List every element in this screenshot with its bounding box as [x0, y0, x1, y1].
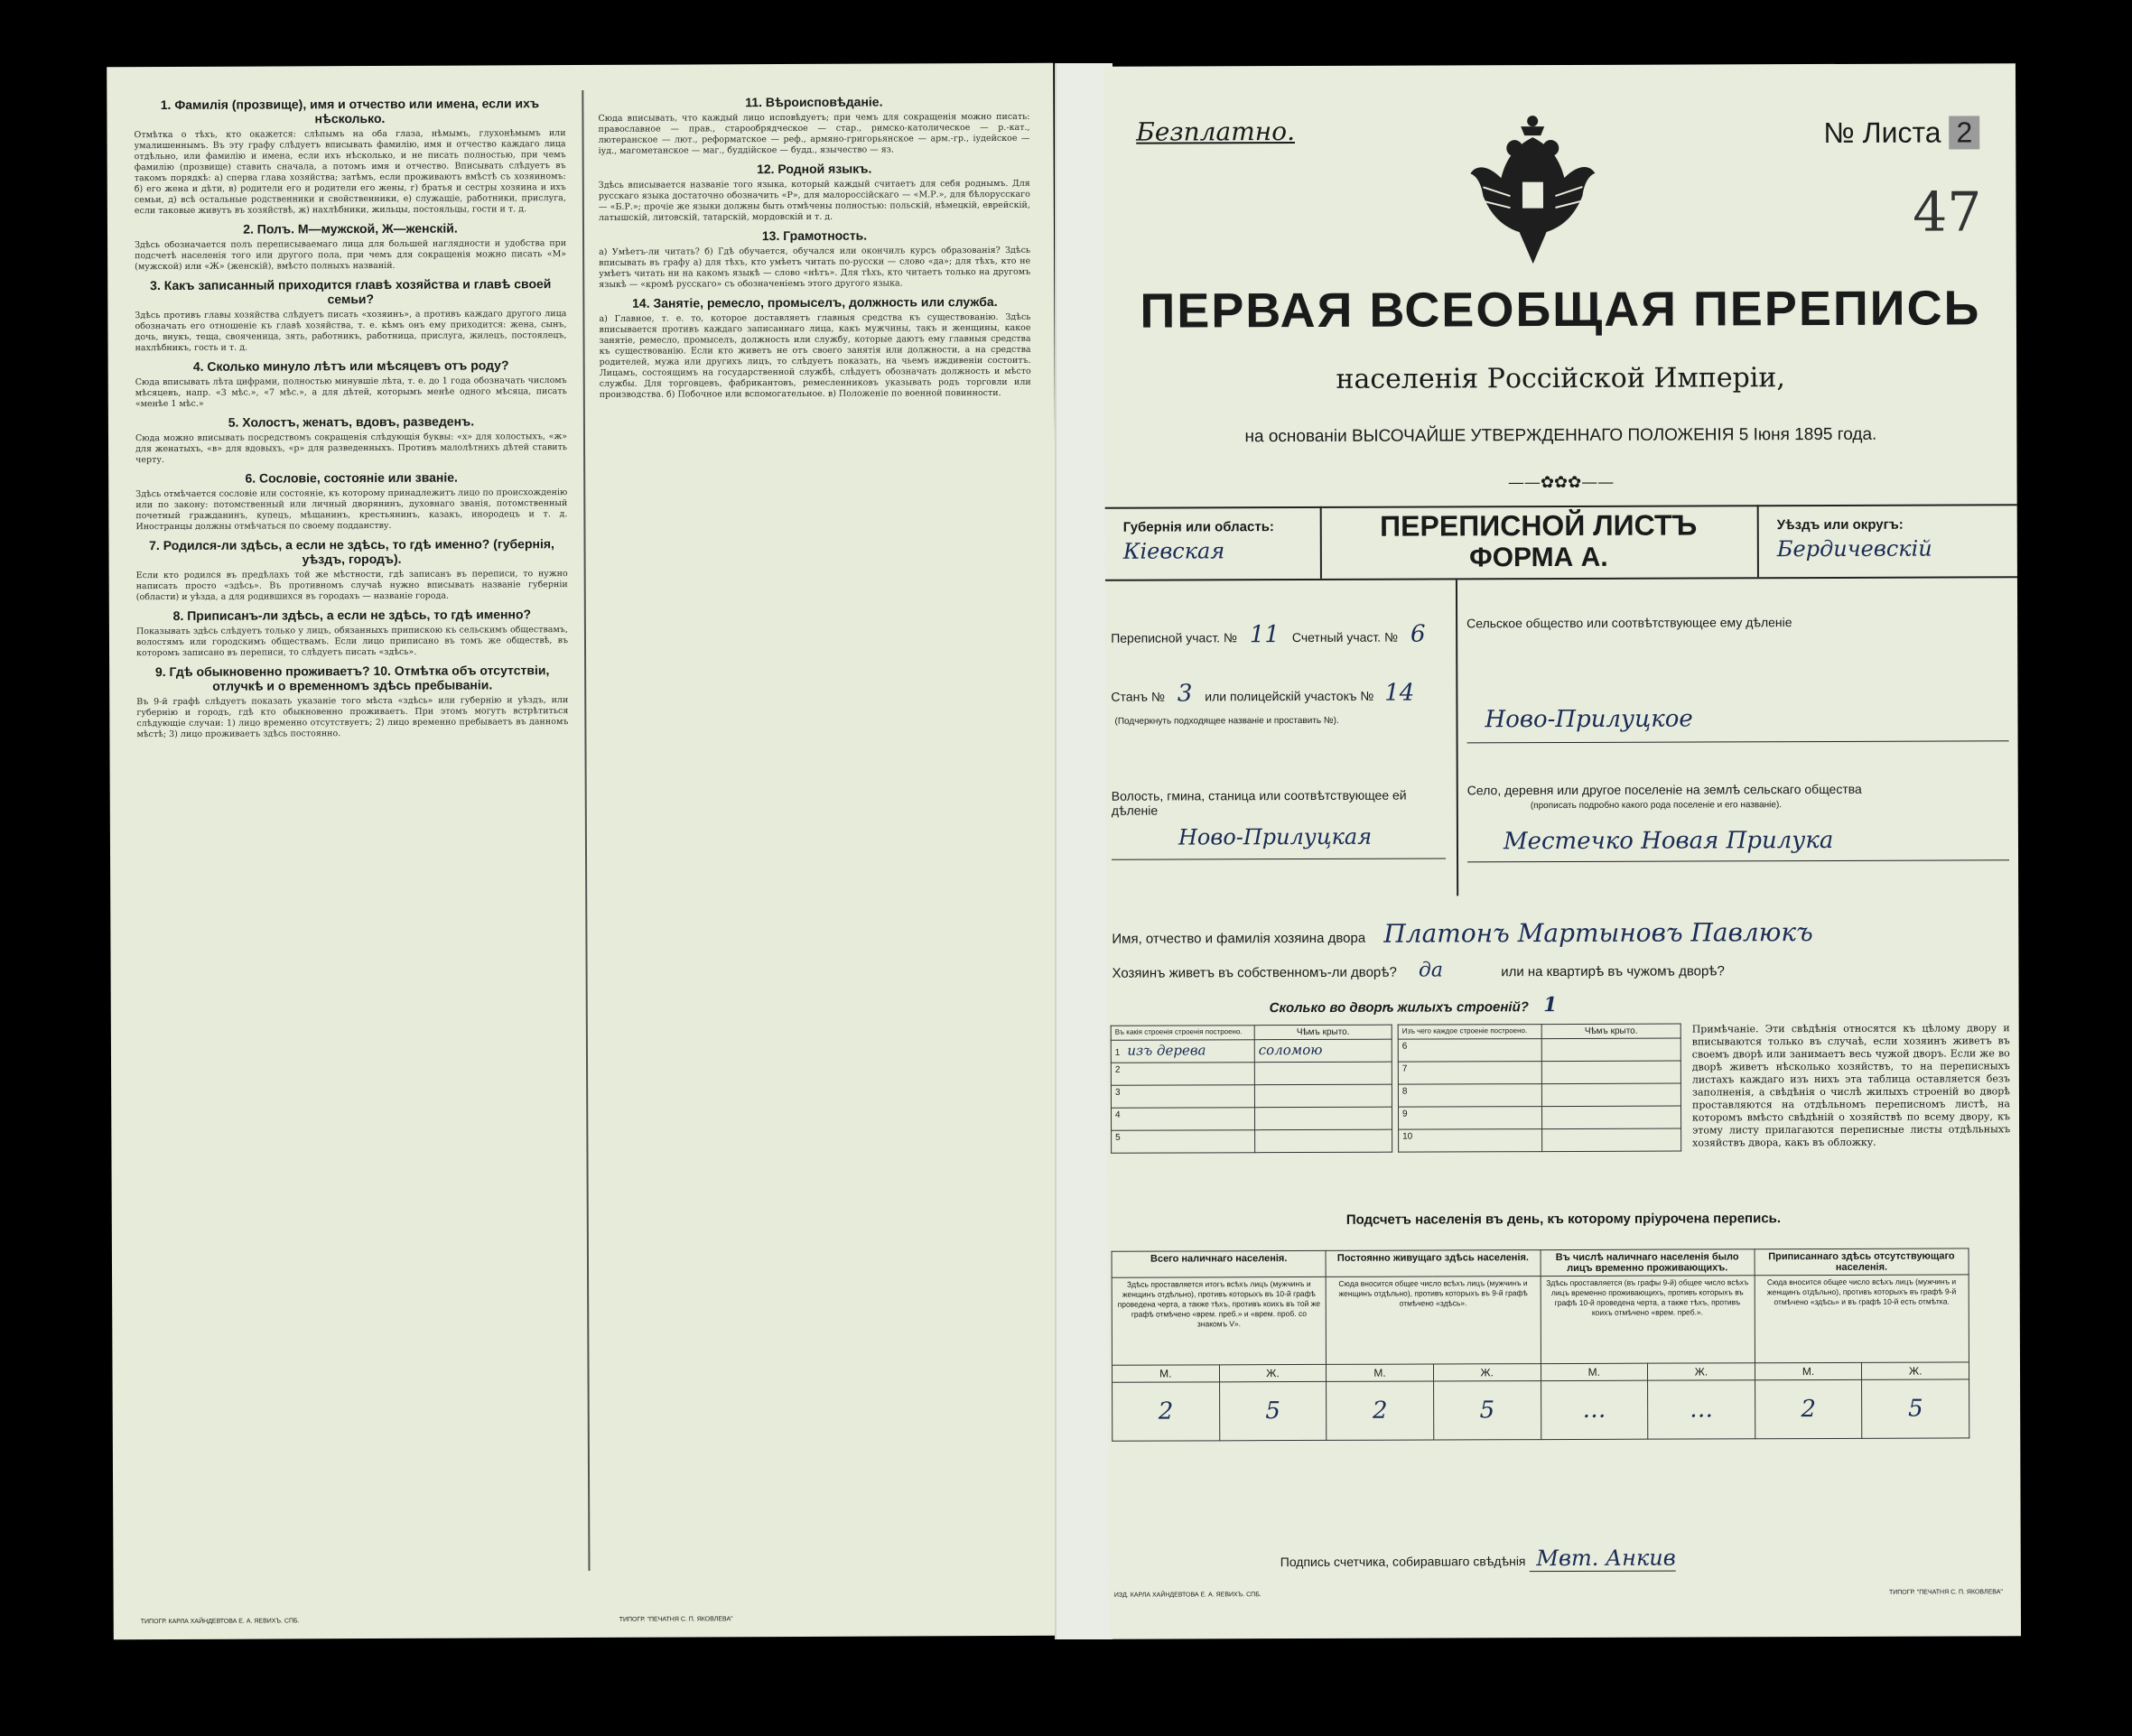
count-value: 2: [1327, 1381, 1434, 1440]
instruction-text: а) Главное, т. е. то, которое доставляетъ главныя средства къ существованію. Здѣсь вписывается противъ каждаго записаннаго лица, какъ мужчины, такъ и женщины, какое занятіе, ремесло, промыселъ, должность или службу, которые даютъ ему главныя средства къ существованію. Если кто живетъ не отъ своего занятія или должности, а на средства родителей, мужа или другихъ лицъ, то слѣдуетъ показать, на чьемъ иждивеніи состоитъ. Лицамъ, состоящимъ на государственной службѣ, слѣдуетъ обозначать должность и мѣсто службы. Для торговцевъ, фабрикантовъ, ремесленниковъ указывать родъ торговли или производства. б) Побочное или вспомогательное. в) Положеніе по военной повинности.: [599, 311, 1031, 400]
own-house-label: Хозяинъ живетъ въ собственномъ-ли дворѣ?: [1112, 964, 1397, 981]
province-value: Кіевская: [1122, 538, 1225, 564]
census-district-row: [1111, 620, 1434, 648]
count-value: 2: [1755, 1379, 1862, 1438]
signature-label: Подпись счетчика, собиравшаго свѣдѣнія: [1280, 1554, 1526, 1570]
building-material-cell: [1398, 1039, 1541, 1063]
building-material-value: изъ дерева: [1127, 1042, 1206, 1059]
building-row: [1111, 1107, 1392, 1130]
owner-label: Имя, отчество и фамилія хозяина двора: [1112, 930, 1366, 947]
province-label: Губернія или область:: [1122, 519, 1274, 535]
instructions-column-2: [582, 88, 1036, 1571]
printer-footer-right: ТИПОГР. "ПЕЧАТНЯ С. П. ЯКОВЛЕВА": [619, 1616, 733, 1623]
instruction-heading: 1. Фамилія (прозвище), имя и отчество или имена, если ихъ нѣсколько.: [160, 96, 540, 126]
building-roof-cell: [1255, 1129, 1392, 1153]
count-column-note: Сюда вносится общее число всѣхъ лицъ (мужчинъ и женщинъ отдѣльно), противъ которыхъ въ 9-й графѣ отмѣчено «здѣсь».: [1326, 1276, 1541, 1365]
own-house-value: да: [1418, 959, 1444, 982]
instruction-text: Сюда вписывать лѣта цифрами, полностью минувшіе лѣта, т. е. до 1 года обозначать числомъ мѣсяцевъ, напр. «3 мѣс.», «7 мѣс.», а для дѣтей, которымъ менѣе одного мѣсяца, писать «менѣе 1 мѣс.»: [135, 376, 567, 410]
instruction-heading: 5. Холостъ, женатъ, вдовъ, разведенъ.: [228, 413, 475, 430]
building-roof-cell: [1541, 1106, 1680, 1129]
district-label: Уѣздъ или округъ:: [1776, 516, 1904, 534]
stan-label: Станъ №: [1111, 689, 1165, 704]
census-basis: на основаніи ВЫСОЧАЙШЕ УТВЕРЖДЕННАГО ПОЛОЖЕНІЯ 5 Іюня 1895 года.: [1244, 424, 1877, 447]
instruction-text: Сюда можно вписывать посредствомъ сокращенія слѣдующія буквы: «х» для холостыхъ, «ж» для женатыхъ, «в» для вдовыхъ, «р» для разведенныхъ. Противъ малолѣтнихъ дѣтей ставить черту.: [135, 432, 568, 466]
instruction-text: Показывать здѣсь слѣдуетъ только у лицъ, обязанныхъ припискою къ сельскимъ обществамъ, волостямъ или городскимъ обществамъ. Если лицо приписано въ томъ же обществѣ, въ которомъ записано въ переписи, то слѣдуетъ писать «здѣсь».: [135, 625, 569, 659]
instruction-heading: 7. Родился-ли здѣсь, а если не здѣсь, то гдѣ именно? (губернія, уѣздъ, городъ).: [149, 536, 554, 567]
instruction-text: Сюда вписывать, что каждый лицо исповѣдуетъ; при чемъ для сокращенія можно писать: православное — прав., старообрядческое — стар., римско-католическое — р.-кат., лютеранское — лют., реформатское — реф., армяно-григорьянское — арм.-гр., іудейское — іуд., магометанское — маг., буддійское — будд., язычество — яз.: [598, 111, 1030, 156]
instruction-heading: 11. Вѣроисповѣданіе.: [745, 94, 883, 110]
instruction-text: Въ 9-й графѣ слѣдуетъ показать указаніе того мѣста «здѣсь» или губернію и уѣздъ, или губернію и городъ, гдѣ кто обыкновенно проживаетъ. При этомъ могутъ встрѣтиться слѣдующіе случаи: 1) лицо временно отсутствуетъ; 2) лицо временно пребываетъ въ данномъ мѣстѣ; 3) лицо проживаетъ здѣсь постоянно.: [136, 695, 569, 740]
instruction-text: Здѣсь отмѣчается сословіе или состояніе, къ которому принадлежитъ лицо по происхожденію или по закону: потомственный или личный дворянинъ, духовнаго званія, потомственный почетный гражданинъ, купецъ, мѣщанинъ, крестьянинъ, казакъ, инородецъ и т. д. Иностранцы должны отмѣчаться по своему подданству.: [135, 487, 568, 533]
building-material-cell: [1111, 1040, 1254, 1063]
building-row: [1398, 1083, 1680, 1107]
building-material-cell: [1398, 1084, 1541, 1108]
female-column-label: Ж.: [1219, 1364, 1327, 1381]
building-roof-cell: [1254, 1107, 1392, 1130]
building-material-cell: [1112, 1130, 1255, 1154]
count-column-heading: Всего наличнаго населенія.: [1112, 1250, 1326, 1277]
bld-col-d: Чѣмъ крыто.: [1541, 1024, 1680, 1039]
instruction-heading: 12. Родной языкъ.: [757, 161, 872, 177]
count-title: Подсчетъ населенія въ день, къ которому пріурочена перепись.: [1345, 1211, 1782, 1228]
ornament-divider: ——✿✿✿——: [1507, 472, 1615, 493]
buildings-row: [1270, 993, 1558, 1017]
building-material-cell: [1398, 1062, 1541, 1085]
count-value: 2: [1113, 1382, 1220, 1441]
building-roof-cell: [1254, 1062, 1392, 1085]
form-heading: [1322, 508, 1755, 574]
building-row: [1111, 1062, 1392, 1085]
instructions-column-1: [134, 90, 572, 1573]
counting-district-label: Счетный участ. №: [1291, 629, 1399, 645]
residence-row: [1112, 958, 1724, 982]
signature-value: Мвт. Анкив: [1529, 1546, 1675, 1573]
instruction-text: а) Умѣетъ-ли читать? б) Гдѣ обучается, обучался или окончилъ курсъ образованія? Здѣсь вписывать въ графу а) для тѣхъ, кто умѣетъ читать по-русски — слово «да»; для тѣхъ, кто не умѣетъ читать ни на какомъ языкѣ — слово «нѣтъ». Для тѣхъ, кто читаетъ только на другомъ языкѣ — «кромѣ русскаго» съ обозначеніемъ этого другого языка.: [599, 245, 1031, 290]
building-row-number: 3: [1114, 1087, 1121, 1098]
bld-col-b: Чѣмъ крыто.: [1254, 1025, 1392, 1040]
female-column-label: Ж.: [1433, 1364, 1541, 1381]
male-column-label: М.: [1541, 1363, 1648, 1380]
population-count-table: [1112, 1248, 1970, 1441]
sheet-number-label: № Листа: [1823, 116, 1941, 149]
stan-value: 3: [1177, 680, 1193, 708]
building-row: [1111, 1084, 1392, 1108]
building-row-number: 7: [1401, 1063, 1408, 1074]
instruction-text: Здѣсь обозначается полъ переписываемаго лица для большей наглядности и удобства при подсчетѣ населенія того или другого пола, при чемъ для сокращенія можно писать «М» (мужской) или «Ж» (женскій), вмѣсто полныхъ названій.: [135, 238, 567, 273]
building-row: [1112, 1129, 1392, 1153]
building-material-cell: [1398, 1107, 1541, 1130]
volost-value: Ново-Прилуцкая: [1178, 823, 1373, 850]
count-value: 5: [1862, 1379, 1969, 1438]
count-value: 5: [1219, 1381, 1327, 1440]
building-row-number: 2: [1114, 1064, 1121, 1075]
building-roof-cell: [1541, 1038, 1680, 1062]
building-material-cell: [1111, 1108, 1254, 1131]
print-footer-left: ИЗД. КАРЛА ХАЙНДЕВТОВА Е. А. ЯЕВИХЪ. СПБ.: [1113, 1592, 1262, 1599]
owner-value: Платонъ Мартыновъ Павлюкъ: [1383, 917, 1813, 949]
village-note: (прописать подробно какого рода поселеніе и его названіе).: [1530, 800, 1783, 812]
building-material-cell: [1111, 1063, 1254, 1086]
stan-row: [1111, 680, 1421, 708]
building-roof-cell: [1541, 1061, 1680, 1084]
census-district-label: Переписной участ. №: [1111, 630, 1237, 645]
instruction-text: Отмѣтка о тѣхъ, кто окажется: слѣпымъ на оба глаза, нѣмымъ, глухонѣмымъ или умалишеннымъ. Въ эту графу слѣдуетъ вписывать фамилію, имя и отчество каждаго лица отдѣльно, или фамилію и имена, если ихъ нѣсколько, и не писать полностью, при чемъ фамилію (прозвище) ставить сначала, а потомъ имя и отчество. Вписывать слѣдуетъ въ такомъ порядкѣ: а) сперва глава хозяйства; затѣмъ, если проживаютъ вмѣстѣ съ хозяиномъ: б) его жена и дѣти, в) родители его и родители его жены, г) братья и сестры хозяина и ихъ семьи, д) всѣ остальные родственники и свойственники, е) служащіе, работники, прислуга, если таковые живутъ въ хозяйствѣ, ж) нахлѣбники, жильцы, постояльцы, гости и т. д.: [134, 128, 566, 217]
instruction-heading: 4. Сколько минуло лѣтъ или мѣсяцевъ отъ роду?: [192, 357, 509, 374]
building-row-number: 9: [1401, 1109, 1408, 1119]
male-column-label: М.: [1755, 1362, 1862, 1379]
census-district-value: 11: [1249, 621, 1280, 649]
count-column-heading: Приписаннаго здѣсь отсутствующаго населенія.: [1755, 1249, 1969, 1276]
counting-district-value: 6: [1410, 620, 1426, 648]
rural-society-value: Ново-Прилуцкое: [1485, 705, 1693, 734]
buildings-label: Сколько во дворѣ жилыхъ строеній?: [1269, 999, 1529, 1017]
building-roof-value: соломою: [1258, 1041, 1323, 1059]
building-roof-cell: [1542, 1128, 1681, 1152]
male-column-label: М.: [1327, 1364, 1434, 1381]
building-row-number: 8: [1401, 1086, 1408, 1097]
rented-label: или на квартирѣ въ чужомъ дворѣ?: [1501, 963, 1725, 980]
form-letter: ФОРМА А.: [1469, 542, 1608, 573]
instruction-heading: 8. Приписанъ-ли здѣсь, а если не здѣсь, то гдѣ именно?: [172, 607, 532, 623]
signature-row: [1280, 1546, 1676, 1573]
imperial-eagle-emblem: [1465, 110, 1601, 269]
free-label: Безплатно.: [1136, 116, 1296, 147]
building-material-cell: [1399, 1129, 1542, 1153]
census-subtitle: населенія Россійской Имперіи,: [1336, 362, 1785, 395]
building-row-number: 6: [1401, 1041, 1408, 1052]
instruction-text: Здѣсь вписывается названіе того языка, который каждый считаетъ для себя роднымъ. Для русскаго языка достаточно обозначить «Р», для малороссійскаго — «М.Р.», для бѣлорусскаго — «Б.Р.»; прочіе же языки должны быть отмѣчены полностью: польскій, нѣмецкій, еврейскій, латышскій, литовскій, татарскій, мордовскій и т. д.: [598, 178, 1030, 223]
instruction-heading: 2. Полъ. М—мужской, Ж—женскій.: [243, 220, 458, 237]
instruction-text: Здѣсь противъ главы хозяйства слѣдуетъ писать «хозяинъ», а противъ каждаго другого лица обозначать его отношеніе къ главѣ хозяйства, т. е. кѣмъ онъ ему приходится: жена, сынъ, дочь, внукъ, теща, свояченица, зять, работникъ, работница, прислуга, жилецъ, постоялецъ, нахлѣбникъ, гость и т. д.: [135, 309, 567, 354]
underline-note: (Подчеркнуть подходящее названіе и проставить №).: [1114, 715, 1339, 727]
printer-footer-left: ТИПОГР. КАРЛА ХАЙНДЕВТОВА Е. А. ЯЕВИХЪ. СПБ.: [140, 1618, 300, 1626]
building-row: [1398, 1061, 1680, 1084]
building-row-number: 4: [1114, 1109, 1121, 1120]
buildings-value: 1: [1543, 993, 1558, 1017]
buildings-note: Примѣчаніе. Эти свѣдѣнія относятся къ цѣлому двору и вписываются только въ случаѣ, если хозяинъ живетъ въ своемъ дворѣ или занимаетъ весь чужой дворъ. Если же во дворѣ живетъ нѣсколько хозяйствъ, то на переписныхъ листахъ каждаго изъ нихъ эта таблица оставляется безъ заполненія, а свѣдѣнія о числѣ жилыхъ строеній во дворѣ проставляются на отдѣльномъ переписномъ листѣ, на которомъ вмѣсто свѣдѣній о хозяйствѣ по всему двору, къ этому листу прилагаются переписные листы отдѣльныхъ хозяйствъ двора, какъ въ обложку.: [1691, 1022, 2011, 1149]
print-footer-right: ТИПОГР. "ПЕЧАТНЯ С. П. ЯКОВЛЕВА": [1888, 1589, 2003, 1596]
census-title: ПЕРВАЯ ВСЕОБЩАЯ ПЕРЕПИСЬ: [1140, 281, 1981, 339]
building-material-cell: [1111, 1085, 1254, 1109]
archive-number: 47: [1913, 181, 1982, 245]
bld-col-a: Въ какія строенія строенія построено.: [1111, 1026, 1254, 1041]
district-cell: [1757, 504, 2019, 577]
form-title: ПЕРЕПИСНОЙ ЛИСТЪ: [1380, 508, 1698, 543]
building-row-number: 10: [1402, 1131, 1413, 1142]
count-column-note: Здѣсь проставляется итогъ всѣхъ лицъ (мужчинъ и женщинъ отдѣльно), противъ которыхъ въ 10-й графѣ проведена черта, а также тѣхъ, противъ коихъ въ той же графѣ отмѣчено «врем. преб.» и «врем. проб. со знакомъ V».: [1112, 1276, 1327, 1365]
instruction-heading: 9. Гдѣ обыкновенно проживаетъ? 10. Отмѣтка объ отсутствіи, отлучкѣ и о временномъ здѣсь пребываніи.: [154, 663, 550, 693]
building-row: [1399, 1128, 1681, 1152]
building-row-number: 1: [1114, 1047, 1121, 1058]
count-column-note: Здѣсь проставляется (въ графы 9-й) общее число всѣхъ лицъ временно проживающихъ, противъ которыхъ въ графѣ 10-й проведена черта, а также тѣхъ, противъ коихъ отмѣчено «врем. преб.».: [1541, 1276, 1755, 1364]
male-column-label: М.: [1112, 1365, 1219, 1382]
census-form-page: [1103, 63, 2021, 1639]
owner-row: [1112, 917, 1813, 950]
village-label: Село, деревня или другое поселеніе на землѣ сельскаго общества: [1466, 781, 1862, 798]
district-value: Бердичевскій: [1776, 535, 1932, 562]
instruction-heading: 6. Сословіе, состояніе или званіе.: [245, 469, 458, 486]
building-row: [1398, 1038, 1680, 1062]
instruction-heading: 14. Занятіе, ремесло, промыселъ, должность или служба.: [632, 293, 998, 311]
count-column-note: Сюда вносится общее число всѣхъ лицъ (мужчинъ и женщинъ отдѣльно), противъ которыхъ въ графѣ 9-й отмѣчено «здѣсь» и въ графѣ 10-й есть отмѣтка.: [1755, 1275, 1969, 1363]
volost-label: Волость, гмина, станица или соотвѣтствующее ей дѣленіе: [1111, 787, 1407, 818]
police-label: или полицейскій участокъ №: [1205, 688, 1374, 704]
sheet-number-value: 2: [1949, 116, 1979, 149]
building-roof-cell: [1254, 1084, 1392, 1108]
instruction-heading: 3. Какъ записанный приходится главѣ хозяйства и главѣ своей семьи?: [150, 276, 552, 307]
count-column-heading: Въ числѣ наличнаго населенія было лицъ временно проживающихъ.: [1541, 1249, 1755, 1276]
instruction-heading: 13. Грамотность.: [761, 227, 868, 244]
bld-col-c: Изъ чего каждое строеніе построено.: [1398, 1025, 1541, 1040]
buildings-table-right: [1398, 1024, 1681, 1153]
count-value: 5: [1433, 1381, 1541, 1440]
sheet-number: [1823, 116, 1979, 150]
instruction-text: Если кто родился въ предѣлахъ той же мѣстности, гдѣ записанъ въ переписи, то нужно написать просто «здѣсь». Въ противномъ случаѣ нужно вписывать названіе губерніи (области) и уѣзда, а для родившихся въ городахъ — названіе города.: [135, 569, 568, 603]
count-column-heading: Постоянно живущаго здѣсь населенія.: [1326, 1250, 1540, 1277]
building-row: [1111, 1039, 1392, 1063]
building-roof-cell: [1541, 1083, 1680, 1107]
rural-society-label: Сельское общество или соотвѣтствующее ему дѣленіе: [1466, 615, 1792, 631]
province-cell: [1105, 506, 1322, 580]
instructions-page: [107, 63, 1060, 1640]
village-value: Местечко Новая Прилука: [1503, 826, 1834, 856]
female-column-label: Ж.: [1862, 1362, 1969, 1379]
building-roof-cell: [1254, 1039, 1392, 1063]
count-value: …: [1648, 1380, 1755, 1439]
buildings-table-left: [1111, 1025, 1392, 1154]
count-value: …: [1541, 1380, 1648, 1439]
building-row: [1398, 1106, 1680, 1129]
police-value: 14: [1384, 679, 1415, 707]
building-row-number: 5: [1115, 1132, 1121, 1143]
female-column-label: Ж.: [1648, 1363, 1755, 1380]
